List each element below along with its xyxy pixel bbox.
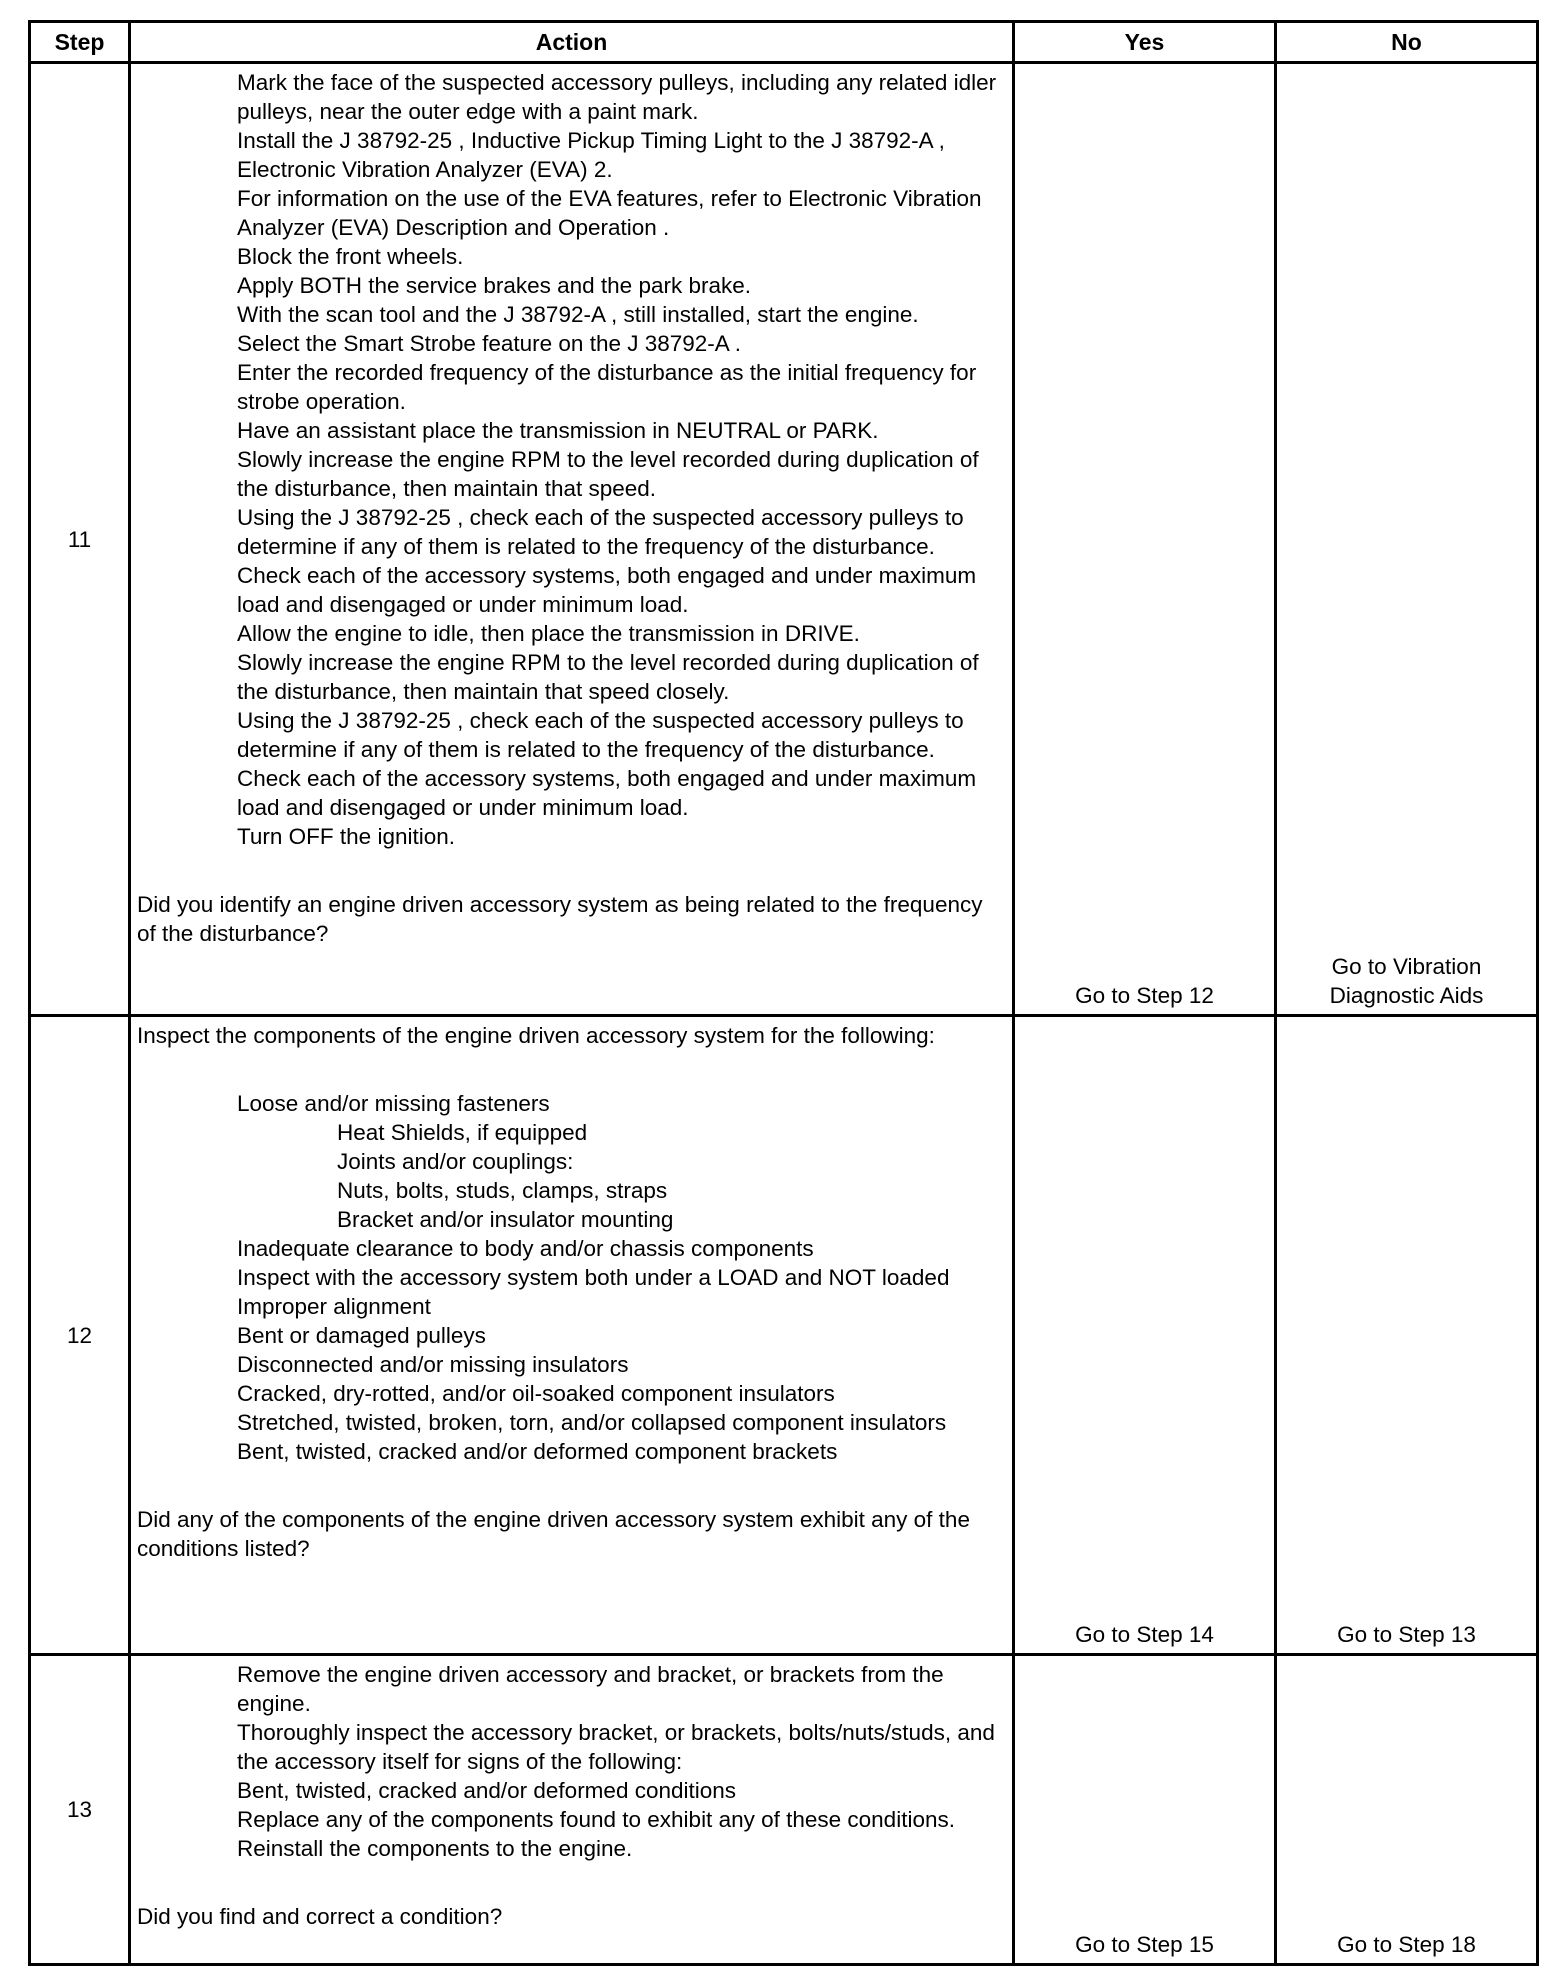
header-yes: Yes [1014, 22, 1276, 63]
action-step: Loose and/or missing fasteners [237, 1091, 550, 1116]
diagnostic-table [28, 20, 1539, 1966]
action-step: Bent, twisted, cracked and/or deformed component brackets [237, 1439, 838, 1464]
action-step: Have an assistant place the transmission in NEUTRAL or PARK. [237, 418, 879, 443]
yes-result [1014, 1016, 1276, 1655]
action-step: For information on the use of the EVA features, refer to Electronic Vibration Analyzer (EVA) Description and Operation . [237, 186, 982, 240]
yes-result-text: Go to Step 15 [1075, 1932, 1214, 1957]
sub-step: Joints and/or couplings: [337, 1149, 574, 1174]
sub-step: Heat Shields, if equipped [337, 1120, 588, 1145]
action-step: Allow the engine to idle, then place the transmission in DRIVE. [237, 621, 860, 646]
sub-step: Bracket and/or insulator mounting [337, 1207, 674, 1232]
action-step: Remove the engine driven accessory and bracket, or brackets from the engine. [237, 1662, 944, 1716]
header-no: No [1276, 22, 1538, 63]
step-question: Did you find and correct a condition? [137, 1904, 503, 1929]
no-result [1276, 1655, 1538, 1965]
no-result-line-1: Go to Vibration [1331, 954, 1482, 979]
sub-step: Nuts, bolts, studs, clamps, straps [337, 1178, 668, 1203]
action-cell [130, 1655, 1014, 1965]
action-step: Bent or damaged pulleys [237, 1323, 486, 1348]
action-step: Check each of the accessory systems, both engaged and under maximum load and disengaged or under minimum load. [237, 563, 977, 617]
action-step: Reinstall the components to the engine. [237, 1836, 633, 1861]
action-step: Replace any of the components found to exhibit any of these conditions. [237, 1807, 955, 1832]
header-action: Action [130, 22, 1014, 63]
table-row-step-12 [30, 1016, 1538, 1655]
action-step: Block the front wheels. [237, 244, 464, 269]
action-step: Apply BOTH the service brakes and the park brake. [237, 273, 751, 298]
no-result-line-2: Diagnostic Aids [1329, 983, 1484, 1008]
action-step: Enter the recorded frequency of the disturbance as the initial frequency for strobe operation. [237, 360, 977, 414]
action-step-sublist [237, 1118, 1004, 1234]
action-step: Stretched, twisted, broken, torn, and/or collapsed component insulators [237, 1410, 947, 1435]
action-step: Turn OFF the ignition. [237, 824, 456, 849]
yes-result [1014, 63, 1276, 1016]
table-row-step-13 [30, 1655, 1538, 1965]
action-step: Bent, twisted, cracked and/or deformed conditions [237, 1778, 737, 1803]
action-step: Install the J 38792-25 , Inductive Pickup Timing Light to the J 38792-A , Electronic Vibration Analyzer (EVA) 2. [237, 128, 945, 182]
sub-steps-list [237, 1118, 1004, 1234]
action-cell [130, 1016, 1014, 1655]
step-number: 11 [30, 63, 130, 1016]
table-row-step-11 [30, 63, 1538, 1016]
action-step: Thoroughly inspect the accessory bracket, or brackets, bolts/nuts/studs, and the accessory itself for signs of the following: [237, 1720, 995, 1774]
action-steps-list [137, 68, 1004, 851]
header-row [30, 22, 1538, 63]
action-step: Mark the face of the suspected accessory pulleys, including any related idler pulleys, near the outer edge with a paint mark. [237, 70, 997, 124]
action-cell [130, 63, 1014, 1016]
action-step: Cracked, dry-rotted, and/or oil-soaked component insulators [237, 1381, 835, 1406]
step-question: Did any of the components of the engine driven accessory system exhibit any of the conditions listed? [137, 1507, 970, 1561]
action-step: Inadequate clearance to body and/or chassis components [237, 1236, 814, 1261]
action-step: Disconnected and/or missing insulators [237, 1352, 629, 1377]
no-result [1276, 63, 1538, 1016]
action-step: Slowly increase the engine RPM to the level recorded during duplication of the disturbance, then maintain that speed closely. [237, 650, 979, 704]
action-step: Using the J 38792-25 , check each of the suspected accessory pulleys to determine if any of them is related to the frequency of the disturbance. [237, 505, 964, 559]
yes-result-text: Go to Step 12 [1075, 983, 1214, 1008]
spacer [137, 851, 1004, 890]
header-step: Step [30, 22, 130, 63]
step-question: Did you identify an engine driven accessory system as being related to the frequency of the disturbance? [137, 892, 983, 946]
step-number: 13 [30, 1655, 130, 1965]
spacer [137, 1863, 1004, 1902]
no-result-text: Go to Step 13 [1337, 1622, 1476, 1647]
no-result-text: Go to Step 18 [1337, 1932, 1476, 1957]
action-step: With the scan tool and the J 38792-A , still installed, start the engine. [237, 302, 919, 327]
action-steps-list [137, 1660, 1004, 1863]
yes-result [1014, 1655, 1276, 1965]
action-step: Improper alignment [237, 1294, 431, 1319]
action-step: Slowly increase the engine RPM to the level recorded during duplication of the disturbance, then maintain that speed. [237, 447, 979, 501]
step-intro: Inspect the components of the engine driven accessory system for the following: [137, 1023, 935, 1048]
step-number: 12 [30, 1016, 130, 1655]
action-steps-list [137, 1089, 1004, 1466]
action-step: Using the J 38792-25 , check each of the suspected accessory pulleys to determine if any of them is related to the frequency of the disturbance. [237, 708, 964, 762]
yes-result-text: Go to Step 14 [1075, 1622, 1214, 1647]
action-step: Check each of the accessory systems, both engaged and under maximum load and disengaged or under minimum load. [237, 766, 977, 820]
action-step: Inspect with the accessory system both under a LOAD and NOT loaded [237, 1265, 950, 1290]
action-step: Select the Smart Strobe feature on the J 38792-A . [237, 331, 742, 356]
no-result [1276, 1016, 1538, 1655]
spacer [137, 1466, 1004, 1505]
spacer [137, 1050, 1004, 1089]
